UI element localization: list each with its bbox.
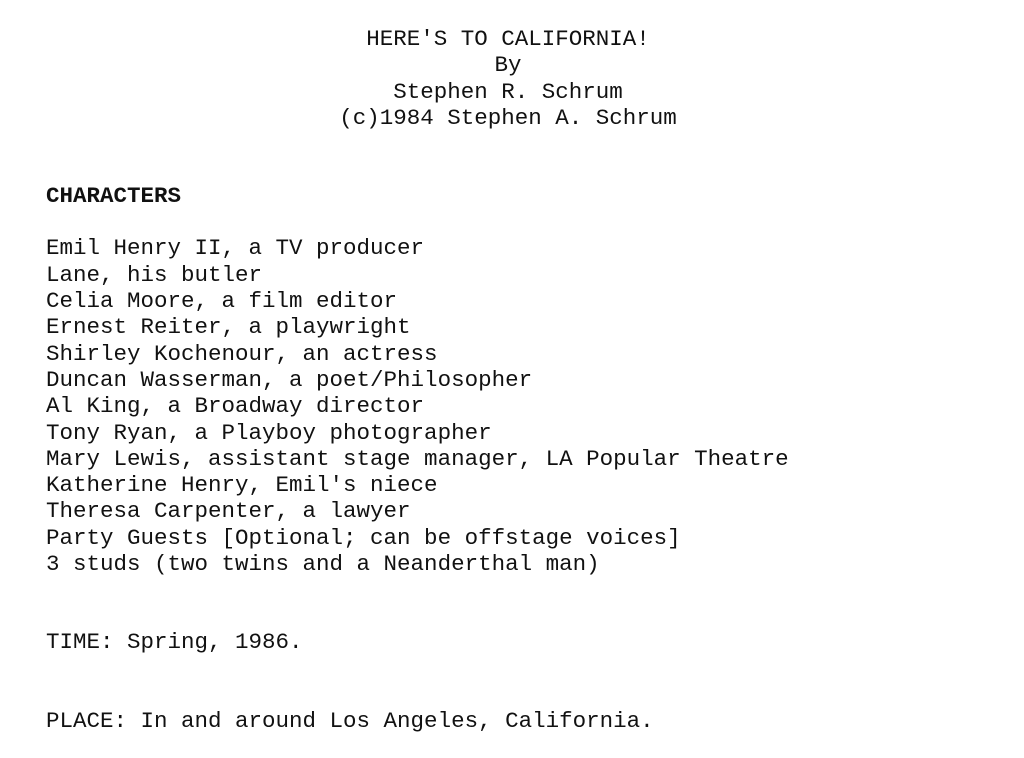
characters-heading: CHARACTERS <box>46 183 182 210</box>
character-item: Katherine Henry, Emil's niece <box>46 472 438 499</box>
character-item: 3 studs (two twins and a Neanderthal man) <box>46 551 600 578</box>
character-item: Lane, his butler <box>46 261 263 288</box>
time-line: TIME: Spring, 1986. <box>46 629 303 656</box>
copyright-line: (c)1984 Stephen A. Schrum <box>339 104 677 131</box>
character-item: Emil Henry II, a TV producer <box>46 235 425 262</box>
character-item: Ernest Reiter, a playwright <box>46 314 411 341</box>
character-item: Theresa Carpenter, a lawyer <box>46 498 411 525</box>
character-item: Tony Ryan, a Playboy photographer <box>46 419 492 446</box>
character-item: Party Guests [Optional; can be offstage voices] <box>46 524 681 551</box>
title-block <box>36 26 980 131</box>
play-title: HERE'S TO CALIFORNIA! <box>366 26 650 52</box>
character-item: Shirley Kochenour, an actress <box>46 340 438 367</box>
character-item: Celia Moore, a film editor <box>46 288 398 315</box>
place-line: PLACE: In and around Los Angeles, California. <box>46 707 654 734</box>
script-page <box>46 26 1006 734</box>
character-item: Duncan Wasserman, a poet/Philosopher <box>46 366 533 393</box>
author-name: Stephen R. Schrum <box>393 78 623 105</box>
character-list <box>46 235 1006 577</box>
character-item: Mary Lewis, assistant stage manager, LA Popular Theatre <box>46 445 789 472</box>
by-line: By <box>494 52 522 79</box>
character-item: Al King, a Broadway director <box>46 393 425 420</box>
